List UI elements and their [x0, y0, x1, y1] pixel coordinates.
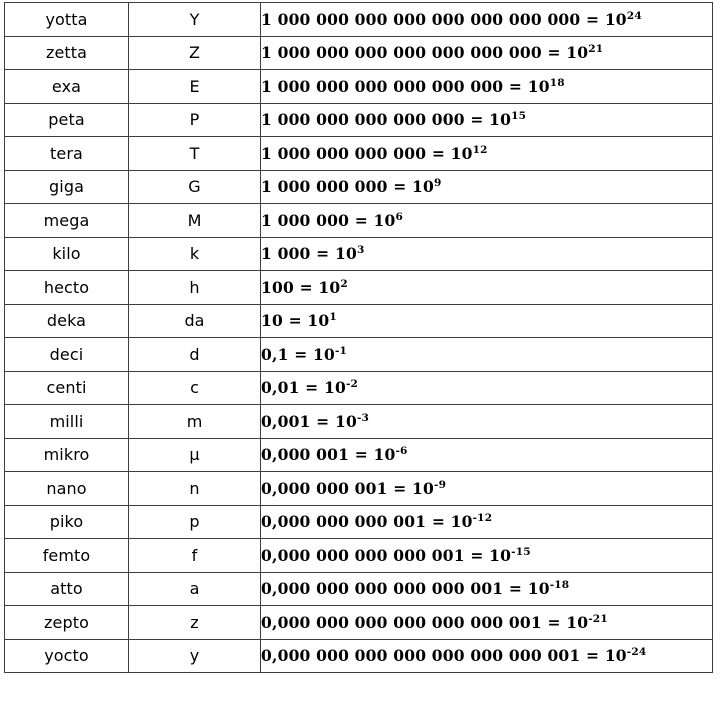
mantissa-text: 1 000 000 [261, 210, 350, 230]
equals-sign: = [299, 277, 313, 297]
equals-sign: = [288, 311, 302, 331]
table-row [5, 505, 713, 539]
prefix-symbol-cell: c [129, 371, 261, 405]
prefix-symbol-cell: E [129, 70, 261, 104]
power-exponent: -12 [472, 512, 493, 525]
power-exponent: -18 [549, 579, 570, 592]
table-row [5, 438, 713, 472]
power-base: 10 [412, 177, 435, 197]
power-base: 10 [450, 512, 473, 532]
prefix-symbol-cell: h [129, 271, 261, 305]
prefix-name-cell: kilo [5, 237, 129, 271]
prefix-symbol-cell: m [129, 405, 261, 439]
power-base: 10 [334, 244, 357, 264]
mantissa-text: 0,000 000 000 000 000 001 [261, 579, 504, 599]
mantissa-text: 1 000 000 000 000 [261, 143, 427, 163]
mantissa-text: 0,000 000 000 000 000 000 001 [261, 612, 542, 632]
power-exponent: 15 [511, 110, 527, 123]
equals-sign: = [470, 110, 484, 130]
prefix-symbol-cell: Z [129, 36, 261, 70]
prefix-name-cell: yotta [5, 3, 129, 37]
prefix-symbol-cell: a [129, 572, 261, 606]
prefix-name-cell: zepto [5, 606, 129, 640]
prefix-name-cell: centi [5, 371, 129, 405]
factor-expression-cell [261, 371, 713, 405]
power-base: 10 [527, 579, 550, 599]
power-exponent: -24 [626, 646, 647, 659]
mantissa-text: 0,000 001 [261, 445, 350, 465]
power-exponent: -2 [345, 378, 359, 391]
table-row [5, 204, 713, 238]
mantissa-text: 0,01 [261, 378, 300, 398]
power-base: 10 [566, 43, 589, 63]
power-exponent: 24 [626, 9, 642, 22]
factor-expression-cell [261, 237, 713, 271]
power-base: 10 [450, 143, 473, 163]
power-base: 10 [307, 311, 330, 331]
equals-sign: = [316, 411, 330, 431]
power-base: 10 [489, 110, 512, 130]
prefix-symbol-cell: p [129, 505, 261, 539]
table-row [5, 36, 713, 70]
prefix-symbol-cell: M [129, 204, 261, 238]
power-exponent: 3 [356, 244, 365, 257]
factor-expression-cell [261, 70, 713, 104]
prefix-symbol-cell: f [129, 539, 261, 573]
mantissa-text: 1 000 000 000 000 000 000 [261, 76, 504, 96]
table-row [5, 572, 713, 606]
mantissa-text: 10 [261, 311, 283, 331]
table-row [5, 472, 713, 506]
power-base: 10 [604, 9, 627, 29]
power-exponent: -3 [356, 411, 370, 424]
equals-sign: = [431, 143, 445, 163]
power-exponent: -21 [588, 612, 608, 625]
prefix-name-cell: deci [5, 338, 129, 372]
factor-expression-cell [261, 472, 713, 506]
power-exponent: -6 [395, 445, 408, 458]
table-row [5, 271, 713, 305]
power-base: 10 [323, 378, 346, 398]
prefix-name-cell: atto [5, 572, 129, 606]
prefix-symbol-cell: k [129, 237, 261, 271]
prefix-name-cell: femto [5, 539, 129, 573]
power-base: 10 [489, 545, 512, 565]
factor-expression-cell [261, 438, 713, 472]
equals-sign: = [393, 478, 407, 498]
mantissa-text: 1 000 000 000 000 000 [261, 110, 465, 130]
prefix-symbol-cell: d [129, 338, 261, 372]
table-row [5, 371, 713, 405]
mantissa-text: 1 000 [261, 244, 311, 264]
mantissa-text: 0,001 [261, 411, 311, 431]
equals-sign: = [354, 210, 368, 230]
factor-expression-cell [261, 3, 713, 37]
mantissa-text: 0,000 000 000 000 000 000 000 001 [261, 646, 581, 666]
power-exponent: 12 [472, 143, 488, 156]
factor-expression-cell [261, 170, 713, 204]
equals-sign: = [470, 545, 484, 565]
power-exponent: 9 [434, 177, 442, 190]
equals-sign: = [508, 579, 523, 599]
power-exponent: 6 [395, 210, 404, 223]
mantissa-text: 0,1 [261, 344, 289, 364]
equals-sign: = [547, 43, 561, 63]
power-base: 10 [412, 478, 435, 498]
factor-expression-cell [261, 36, 713, 70]
power-exponent: -9 [434, 478, 447, 491]
power-base: 10 [604, 646, 627, 666]
table-row [5, 405, 713, 439]
table-body [5, 3, 713, 673]
prefix-name-cell: exa [5, 70, 129, 104]
equals-sign: = [508, 76, 523, 96]
factor-expression-cell [261, 338, 713, 372]
prefix-name-cell: mega [5, 204, 129, 238]
power-base: 10 [312, 344, 335, 364]
factor-expression-cell [261, 572, 713, 606]
power-exponent: -1 [334, 344, 348, 357]
equals-sign: = [431, 512, 445, 532]
power-exponent: 21 [588, 43, 604, 56]
prefix-symbol-cell: µ [129, 438, 261, 472]
factor-expression-cell [261, 639, 713, 673]
table-row [5, 639, 713, 673]
factor-expression-cell [261, 103, 713, 137]
equals-sign: = [547, 612, 561, 632]
prefix-name-cell: hecto [5, 271, 129, 305]
power-exponent: -15 [511, 545, 531, 558]
table-row [5, 70, 713, 104]
table-row [5, 539, 713, 573]
prefix-name-cell: piko [5, 505, 129, 539]
table-row [5, 606, 713, 640]
prefix-symbol-cell: P [129, 103, 261, 137]
prefix-name-cell: nano [5, 472, 129, 506]
table-row [5, 103, 713, 137]
mantissa-text: 1 000 000 000 [261, 177, 388, 197]
power-base: 10 [318, 277, 341, 297]
mantissa-text: 0,000 000 000 001 [261, 512, 427, 532]
power-base: 10 [373, 445, 396, 465]
equals-sign: = [316, 244, 330, 264]
equals-sign: = [294, 344, 308, 364]
factor-expression-cell [261, 405, 713, 439]
factor-expression-cell [261, 271, 713, 305]
prefix-symbol-cell: G [129, 170, 261, 204]
prefix-symbol-cell: y [129, 639, 261, 673]
prefix-name-cell: mikro [5, 438, 129, 472]
table-row [5, 304, 713, 338]
mantissa-text: 1 000 000 000 000 000 000 000 [261, 43, 542, 63]
power-exponent: 18 [549, 76, 565, 89]
si-prefix-table [4, 2, 713, 673]
factor-expression-cell [261, 137, 713, 171]
prefix-symbol-cell: T [129, 137, 261, 171]
prefix-symbol-cell: z [129, 606, 261, 640]
table-row [5, 170, 713, 204]
power-base: 10 [566, 612, 589, 632]
prefix-symbol-cell: da [129, 304, 261, 338]
equals-sign: = [305, 378, 319, 398]
factor-expression-cell [261, 304, 713, 338]
prefix-name-cell: tera [5, 137, 129, 171]
prefix-name-cell: deka [5, 304, 129, 338]
factor-expression-cell [261, 505, 713, 539]
factor-expression-cell [261, 539, 713, 573]
mantissa-text: 100 [261, 277, 294, 297]
table-row [5, 3, 713, 37]
power-base: 10 [527, 76, 550, 96]
table-row [5, 137, 713, 171]
mantissa-text: 0,000 000 000 000 001 [261, 545, 465, 565]
prefix-name-cell: yocto [5, 639, 129, 673]
equals-sign: = [586, 646, 600, 666]
power-base: 10 [373, 210, 396, 230]
prefix-symbol-cell: Y [129, 3, 261, 37]
prefix-name-cell: giga [5, 170, 129, 204]
factor-expression-cell [261, 204, 713, 238]
table-row [5, 237, 713, 271]
prefix-name-cell: zetta [5, 36, 129, 70]
equals-sign: = [393, 177, 407, 197]
power-exponent: 1 [329, 311, 337, 324]
prefix-name-cell: peta [5, 103, 129, 137]
prefix-name-cell: milli [5, 405, 129, 439]
equals-sign: = [586, 9, 600, 29]
mantissa-text: 0,000 000 001 [261, 478, 388, 498]
table-row [5, 338, 713, 372]
power-base: 10 [334, 411, 357, 431]
prefix-symbol-cell: n [129, 472, 261, 506]
equals-sign: = [354, 445, 368, 465]
power-exponent: 2 [340, 277, 348, 290]
mantissa-text: 1 000 000 000 000 000 000 000 000 [261, 9, 581, 29]
factor-expression-cell [261, 606, 713, 640]
